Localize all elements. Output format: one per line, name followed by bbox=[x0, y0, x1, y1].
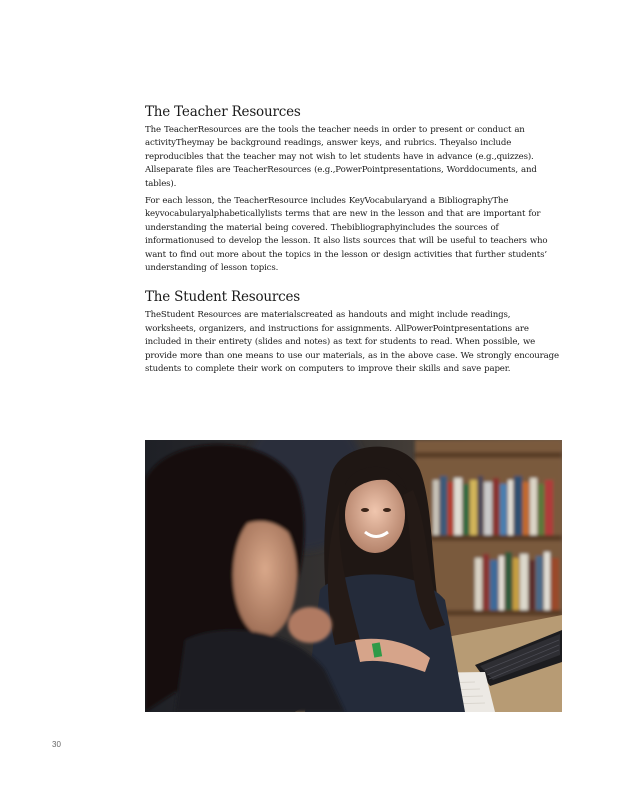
paragraph: TheStudent Resources are materialscreated as handouts and might include readings, worksheets, organizers, and instructions for assignments. AllPowerPointpresentations are included in their entirety (slides and notes) as text for students to read. When possible, we provide more than one means to use our materials, as in the above case. We strongly encourage students to complete their work on computers to improve their skills and save paper. bbox=[145, 310, 559, 375]
section-heading: The Student Resources bbox=[145, 289, 301, 306]
page-content bbox=[145, 104, 563, 381]
section-heading: The Teacher Resources bbox=[145, 104, 301, 120]
page-number: 30 bbox=[52, 740, 61, 749]
teacher-resources-section bbox=[145, 104, 563, 275]
paragraph: The TeacherResources are the tools the teacher needs in order to present or conduct an activityTheymay be background readings, answer keys, and rubrics. Theyalso include reproducibles that the teacher may not wish to let students have in advance (e.g.,quizzes). Allseparate files are TeacherResources (e.g.,PowerPointpresentations, Worddocuments, and tables). bbox=[145, 125, 537, 189]
classroom-photo bbox=[145, 440, 562, 712]
student-resources-section bbox=[145, 289, 563, 376]
paragraph: For each lesson, the TeacherResource includes KeyVocabularyand a BibliographyThe keyvocabularyalphabeticallylists terms that are new in the lesson and that are important for understanding the material being covered. Thebibliographyincludes the sources of informationused to develop the lesson. It also lists sources that will be useful to teachers who want to find out more about the topics in the lesson or design activities that further students’ understanding of lesson topics. bbox=[145, 196, 548, 274]
